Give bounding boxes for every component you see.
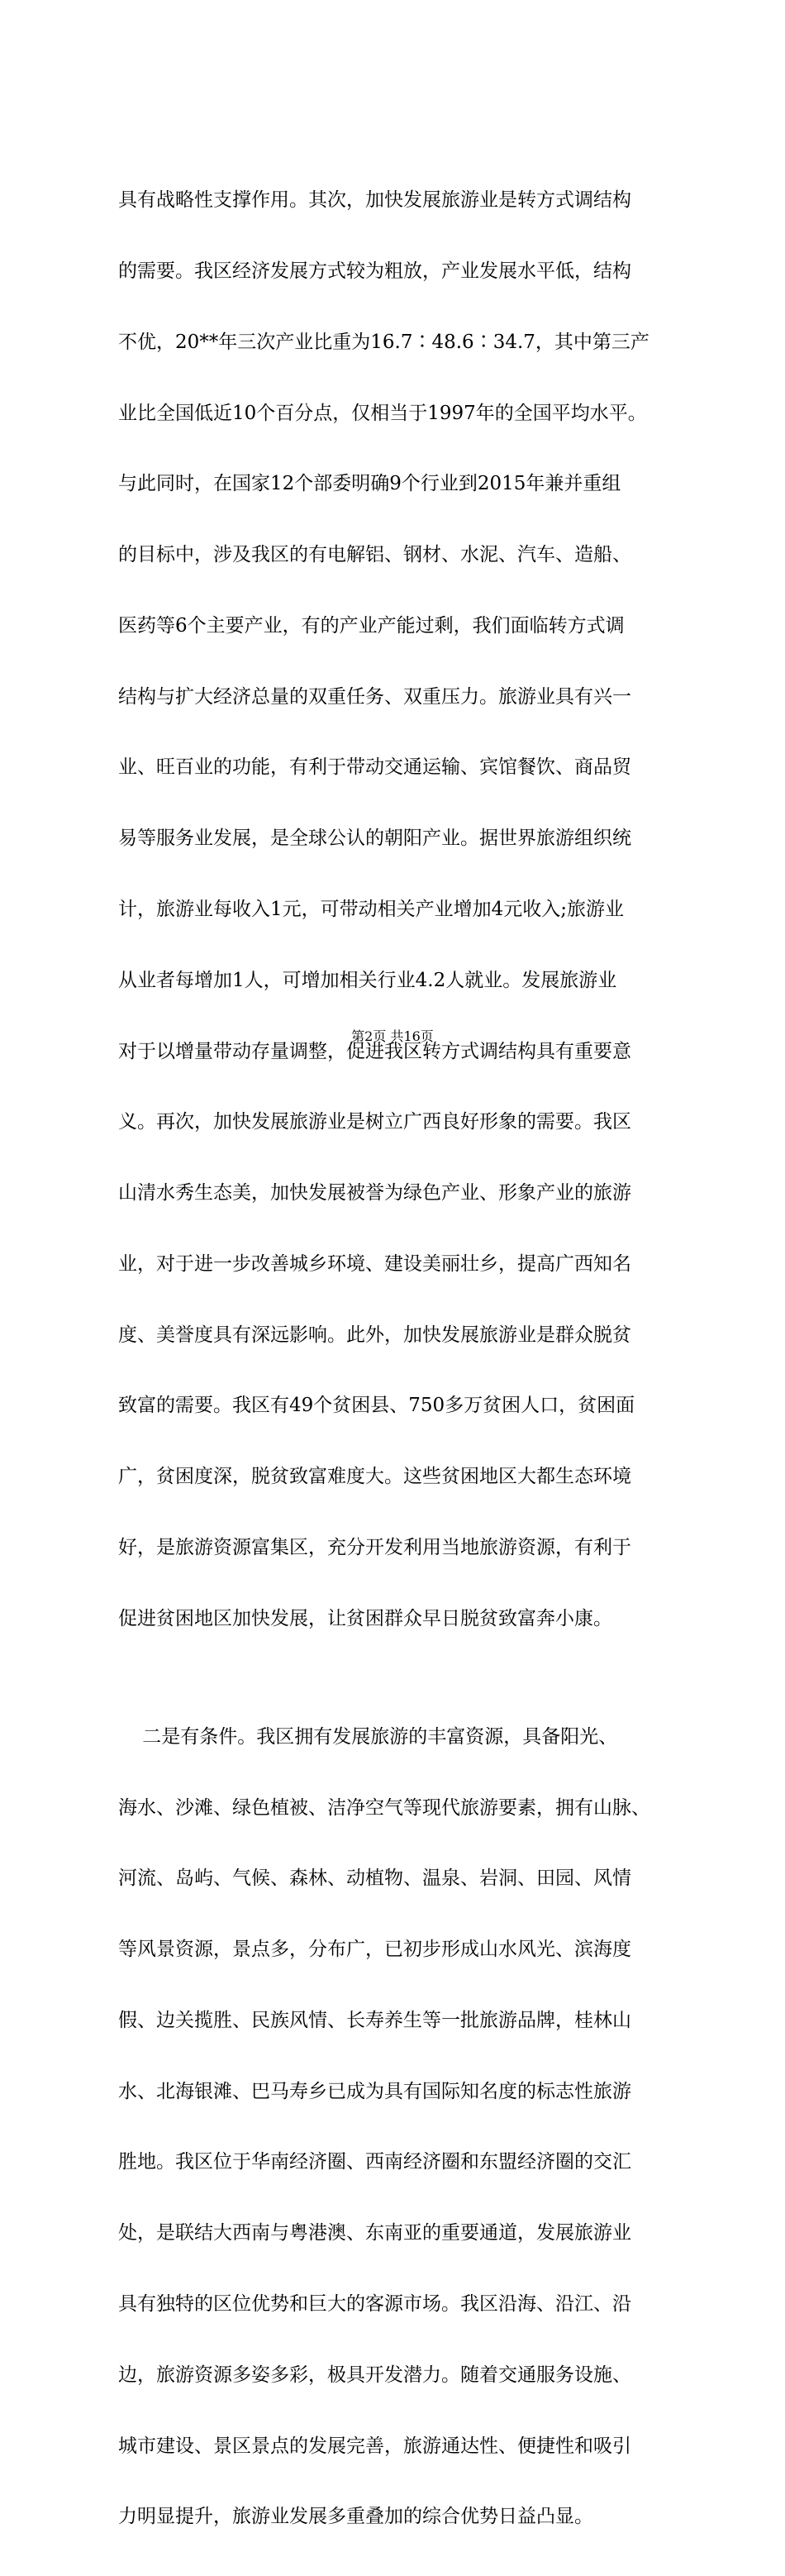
text-line: 度、美誉度具有深远影响。此外，加快发展旅游业是群众脱贫: [118, 1324, 631, 1346]
paragraph-1: [118, 141, 676, 1678]
text-line: 边，旅游资源多姿多彩，极具开发潜力。随着交通服务设施、: [118, 2364, 631, 2386]
text-line: 处，是联结大西南与粤港澳、东南亚的重要通道，发展旅游业: [118, 2222, 631, 2244]
text-line: 海水、沙滩、绿色植被、洁净空气等现代旅游要素，拥有山脉、: [118, 1796, 650, 1819]
text-line: 具有独特的区位优势和巨大的客源市场。我区沿海、沿江、沿: [118, 2293, 631, 2316]
text-line: 从业者每增加1人，可增加相关行业4.2人就业。发展旅游业: [118, 969, 617, 991]
text-line: 城市建设、景区景点的发展完善，旅游通达性、便捷性和吸引: [118, 2435, 631, 2457]
text-line: 医药等6个主要产业，有的产业产能过剩，我们面临转方式调: [118, 614, 625, 637]
paragraph-2: [118, 1678, 676, 2576]
page-footer: [0, 1028, 785, 1046]
text-line: 水、北海银滩、巴马寿乡已成为具有国际知名度的标志性旅游: [118, 2080, 631, 2102]
text-line: 致富的需要。我区有49个贫困县、750多万贫困人口，贫困面: [118, 1395, 635, 1417]
text-line: 结构与扩大经济总量的双重任务、双重压力。旅游业具有兴一: [118, 685, 631, 708]
page-number-label: 第2页 共16页: [351, 1028, 434, 1044]
text-line: 的目标中，涉及我区的有电解铝、钢材、水泥、汽车、造船、: [118, 544, 631, 566]
text-line: 假、边关揽胜、民族风情、长寿养生等一批旅游品牌，桂林山: [118, 2009, 631, 2031]
text-line: 山清水秀生态美，加快发展被誉为绿色产业、形象产业的旅游: [118, 1182, 631, 1205]
text-line: 计，旅游业每收入1元，可带动相关产业增加4元收入;旅游业: [118, 899, 625, 920]
text-line: 易等服务业发展，是全球公认的朝阳产业。据世界旅游组织统: [118, 828, 631, 850]
text-line: 好，是旅游资源富集区，充分开发利用当地旅游资源，有利于: [118, 1537, 631, 1559]
text-line: 河流、岛屿、气候、森林、动植物、温泉、岩洞、田园、风情: [118, 1868, 631, 1890]
text-line: 业比全国低近10个百分点，仅相当于1997年的全国平均水平。: [118, 402, 647, 424]
text-line: 促进贫困地区加快发展，让贫困群众早日脱贫致富奔小康。: [118, 1607, 612, 1629]
text-line: 广，贫困度深，脱贫致富难度大。这些贫困地区大都生态环境: [118, 1466, 631, 1488]
text-line: 对于以增量带动存量调整，促进我区转方式调结构具有重要意: [118, 1040, 631, 1062]
text-line: 的需要。我区经济发展方式较为粗放，产业发展水平低，结构: [118, 260, 631, 282]
text-line: 力明显提升，旅游业发展多重叠加的综合优势日益凸显。: [118, 2506, 593, 2528]
document-body: [118, 141, 676, 2576]
text-line: 业、旺百业的功能，有利于带动交通运输、宾馆餐饮、商品贸: [118, 756, 631, 779]
text-line: 具有战略性支撑作用。其次，加快发展旅游业是转方式调结构: [118, 189, 631, 212]
text-line: 等风景资源，景点多，分布广，已初步形成山水风光、滨海度: [118, 1939, 631, 1961]
text-line: 不优，20**年三次产业比重为16.7∶48.6∶34.7，其中第三产: [118, 331, 649, 353]
text-line: 义。再次，加快发展旅游业是树立广西良好形象的需要。我区: [118, 1111, 631, 1133]
text-line: 与此同时，在国家12个部委明确9个行业到2015年兼并重组: [118, 473, 621, 495]
text-line: 业，对于进一步改善城乡环境、建设美丽壮乡，提高广西知名: [118, 1252, 631, 1275]
text-line: 二是有条件。我区拥有发展旅游的丰富资源，具备阳光、: [118, 1725, 618, 1748]
text-line: 胜地。我区位于华南经济圈、西南经济圈和东盟经济圈的交汇: [118, 2151, 631, 2173]
